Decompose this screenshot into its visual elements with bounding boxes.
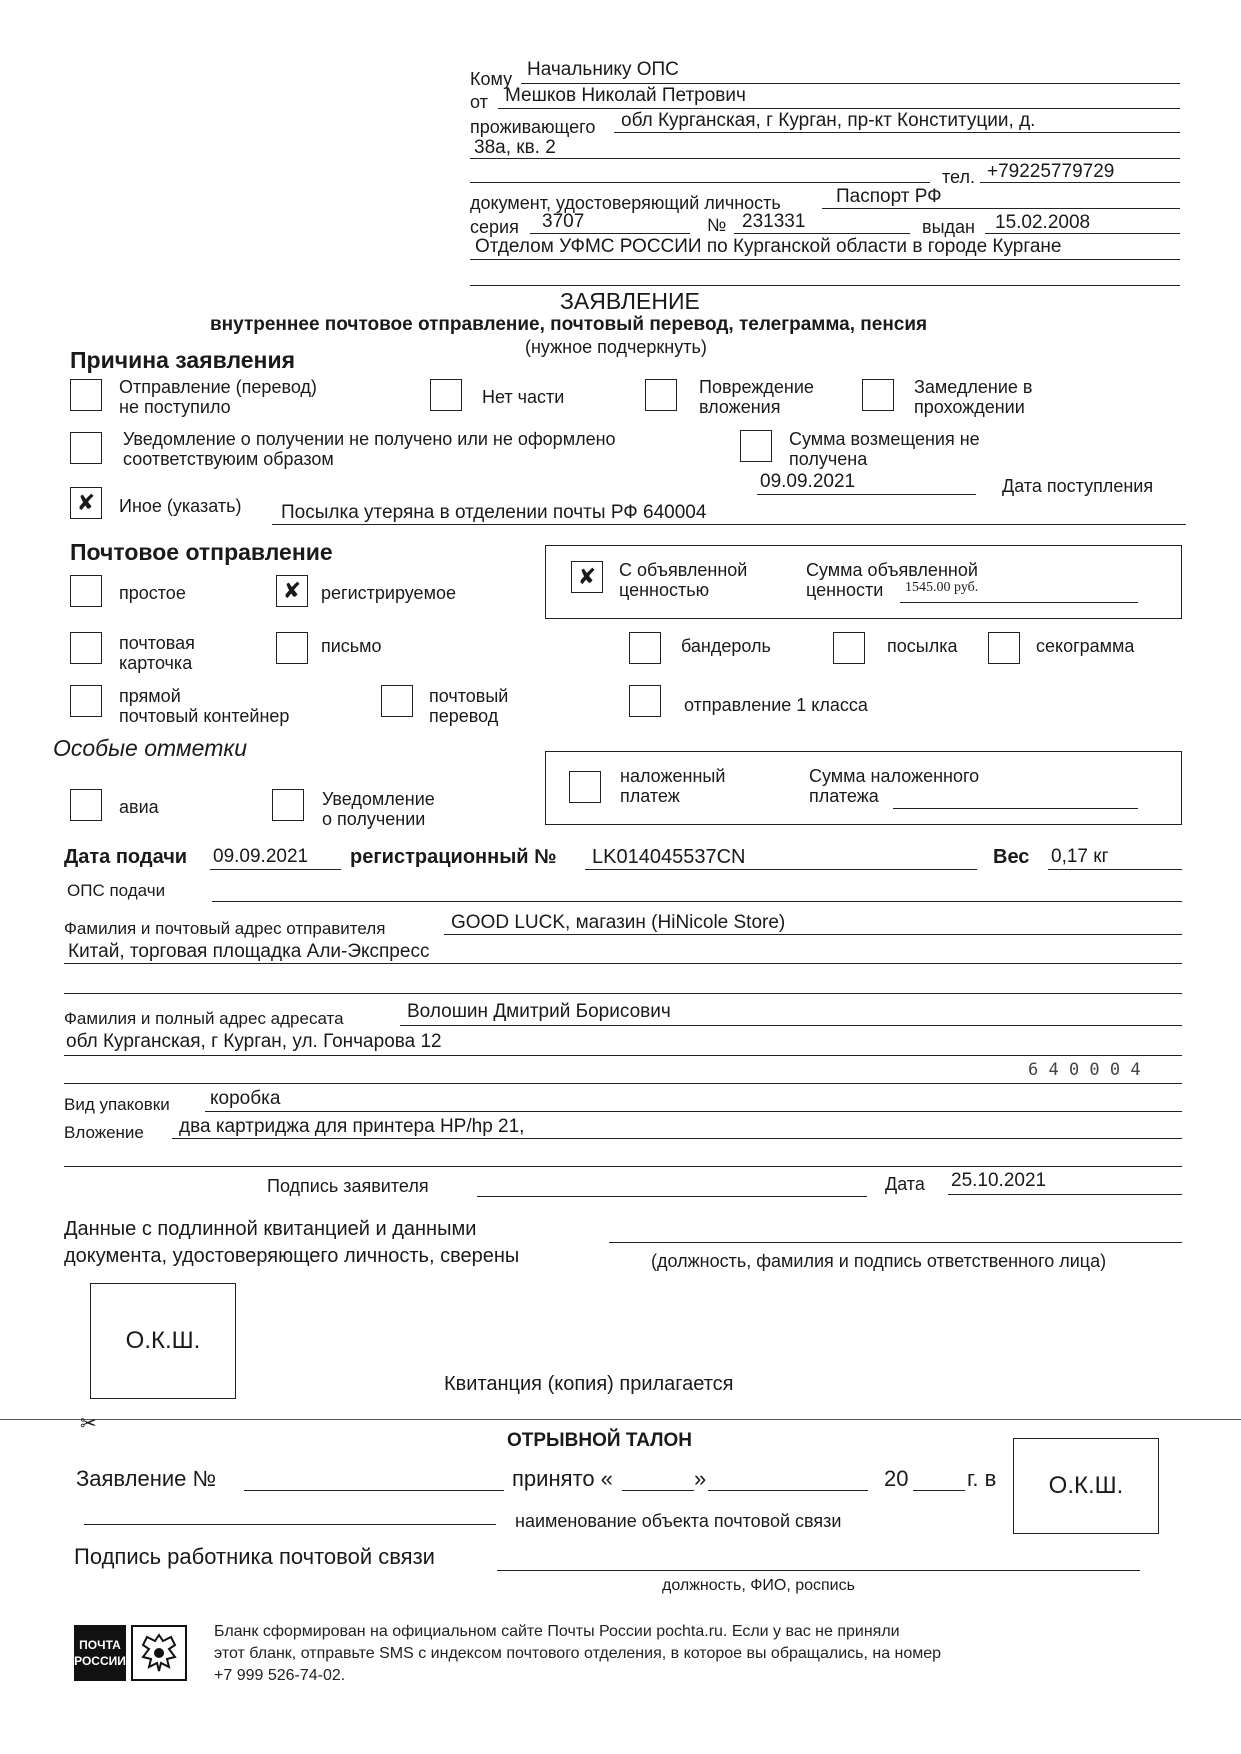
refund-label-2: получена [789,449,868,469]
delivery-notice-checkbox[interactable] [272,789,304,821]
stub-heading: ОТРЫВНОЙ ТАЛОН [507,1430,693,1451]
address-field-line2[interactable]: 38а, кв. 2 [474,137,556,158]
reg-number-field[interactable]: LK014045537CN [592,846,746,868]
special-heading: Особые отметки [53,735,248,761]
form-subtitle: внутреннее почтовое отправление, почтовый перевод, телеграмма, пенсия [210,314,928,335]
first-class-checkbox[interactable] [629,685,661,717]
ops-label: ОПС подачи [67,881,166,900]
registered-label: регистрируемое [321,583,456,603]
tear-line [0,1419,1241,1420]
responsible-signature-field[interactable] [609,1242,1182,1243]
damage-label-2: вложения [699,397,781,417]
sender-address-field[interactable]: Китай, торговая площадка Али-Экспресс [68,941,430,962]
number-label: № [707,215,727,235]
delay-label-2: прохождении [914,397,1025,417]
letter-checkbox[interactable] [276,632,308,664]
postcard-label-1: почтовая [119,633,195,653]
id-doc-field[interactable]: Паспорт РФ [836,186,942,207]
sender-label: Фамилия и почтовый адрес отправителя [64,919,386,938]
year-prefix: 20 [884,1466,909,1491]
postal-index[interactable]: 6 4 0 0 0 4 [1028,1060,1141,1080]
year-suffix: г. в [967,1466,997,1491]
declared-label-2: ценностью [619,580,710,600]
series-field[interactable]: 3707 [542,211,585,232]
delivery-notice-label-2: о получении [322,809,426,829]
direct-container-label-2: почтовый контейнер [119,706,290,726]
first-class-label: отправление 1 класса [684,695,868,715]
postcard-checkbox[interactable] [70,632,102,664]
declared-label-1: С объявленной [619,560,748,580]
signature-label: Подпись заявителя [267,1176,429,1196]
declared-sum-label-1: Сумма объявленной [806,560,978,580]
declared-sum-field[interactable]: 1545.00 руб. [905,580,979,595]
app-number-field[interactable] [244,1490,504,1491]
contents-field[interactable]: два картриджа для принтера HP/hp 21, [179,1116,525,1137]
cod-sum-label-1: Сумма наложенного [809,766,980,786]
small-parcel-label: бандероль [681,636,771,656]
postcard-label-2: карточка [119,653,193,673]
declared-checkbox[interactable]: ✘ [571,561,603,593]
address-field-line1[interactable]: обл Курганская, г Курган, пр-кт Конституции, д. [621,110,1036,131]
not-received-label-2: не поступило [119,397,231,417]
logo-line-1: ПОЧТА [79,1638,121,1652]
from-label: от [470,92,488,112]
parcel-label: посылка [887,636,958,656]
refund-checkbox[interactable] [740,430,772,462]
weight-label: Вес [993,846,1030,868]
letter-label: письмо [321,636,382,656]
form-hint: (нужное подчеркнуть) [525,337,707,357]
app-number-label: Заявление № [76,1466,217,1491]
to-label: Кому [470,69,513,89]
signature-field[interactable] [477,1196,867,1197]
year-field[interactable] [913,1490,965,1491]
residing-label: проживающего [470,117,596,137]
receipt-date-label: Дата поступления [1002,476,1154,496]
cod-checkbox[interactable] [569,771,601,803]
footer-note-1: Бланк сформирован на официальном сайте Почты России pochta.ru. Если у вас не приняли [214,1623,900,1640]
declared-sum-label-2: ценности [806,580,884,600]
sender-field[interactable]: GOOD LUCK, магазин (HiNicole Store) [451,912,786,933]
submit-date-label: Дата подачи [64,846,188,868]
missing-part-label: Нет части [482,387,565,407]
responsible-caption: (должность, фамилия и подпись ответственного лица) [651,1251,1107,1271]
weight-field[interactable]: 0,17 кг [1051,846,1109,867]
issued-by-field[interactable]: Отделом УФМС РОССИИ по Курганской области в городе Кургане [475,236,1062,257]
direct-container-checkbox[interactable] [70,685,102,717]
post-office-caption: наименование объекта почтовой связи [515,1511,842,1531]
recipient-label: Фамилия и полный адрес адресата [64,1009,344,1028]
cod-label-2: платеж [620,786,680,806]
missing-part-checkbox[interactable] [430,379,462,411]
air-checkbox[interactable] [70,789,102,821]
worker-caption: должность, ФИО, роспись [662,1577,855,1594]
from-field[interactable]: Мешков Николай Петрович [505,85,746,106]
registered-checkbox[interactable]: ✘ [276,575,308,607]
post-office-field[interactable] [84,1524,496,1525]
delivery-notice-label-1: Уведомление [322,789,435,809]
form-title: ЗАЯВЛЕНИЕ [560,288,700,314]
pochta-logo [74,1625,126,1681]
direct-container-label-1: прямой [119,686,181,706]
refund-label-1: Сумма возмещения не [789,429,980,449]
notice-label-2: соответствуюим образом [123,449,334,469]
id-doc-label: документ, удостоверяющий личность [470,193,781,213]
eagle-emblem-icon [131,1625,187,1681]
not-received-checkbox[interactable] [70,379,102,411]
secogram-checkbox[interactable] [988,632,1020,664]
packaging-label: Вид упаковки [64,1095,170,1114]
receipt-note: Квитанция (копия) прилагается [444,1373,734,1395]
recipient-address-field[interactable]: обл Курганская, г Курган, ул. Гончарова 12 [66,1031,442,1052]
logo-line-2: РОССИИ [74,1654,126,1668]
accepted-quote-close: » [694,1466,707,1491]
verification-line-2: документа, удостоверяющего личность, сверены [64,1245,520,1267]
contents-label: Вложение [64,1123,144,1142]
other-field[interactable]: Посылка утеряна в отделении почты РФ 640004 [281,502,707,523]
secogram-label: секограмма [1036,636,1135,656]
reg-number-label: регистрационный № [350,846,557,868]
date-field[interactable]: 25.10.2021 [951,1170,1047,1191]
notice-label-1: Уведомление о получении не получено или не оформлено [123,429,616,449]
phone-field[interactable]: +79225779729 [987,161,1115,182]
small-parcel-checkbox[interactable] [629,632,661,664]
simple-checkbox[interactable] [70,575,102,607]
money-transfer-label-2: перевод [429,706,499,726]
scissors-icon: ✂ [80,1413,97,1435]
receipt-date-field[interactable]: 09.09.2021 [760,471,856,492]
other-label: Иное (указать) [119,496,242,516]
packaging-field[interactable]: коробка [210,1088,281,1109]
verification-line-1: Данные с подлинной квитанцией и данными [64,1218,477,1240]
date-label: Дата [885,1174,925,1194]
reason-heading: Причина заявления [70,347,296,373]
submit-date-field[interactable]: 09.09.2021 [213,846,309,867]
money-transfer-checkbox[interactable] [381,685,413,717]
footer-note-2: этот бланк, отправьте SMS с индексом почтового отделения, в которое вы обращались, на номер [214,1645,942,1662]
simple-label: простое [119,583,186,603]
damage-label-1: Повреждение [699,377,814,397]
recipient-field[interactable]: Волошин Дмитрий Борисович [407,1001,671,1022]
accepted-label: принято « [512,1466,613,1491]
accepted-day-field[interactable] [622,1490,694,1491]
air-label: авиа [119,797,159,817]
delay-checkbox[interactable] [862,379,894,411]
stamp-box: О.К.Ш. [90,1283,236,1399]
worker-sign-field[interactable] [497,1570,1140,1571]
money-transfer-label-1: почтовый [429,686,509,706]
issued-date-field[interactable]: 15.02.2008 [995,212,1091,233]
accepted-month-field[interactable] [708,1490,868,1491]
number-field[interactable]: 231331 [742,211,806,232]
stub-stamp-box: О.К.Ш. [1013,1438,1159,1534]
footer-note-3: +7 999 526-74-02. [214,1667,346,1684]
notice-checkbox[interactable] [70,432,102,464]
shipment-heading: Почтовое отправление [70,539,333,565]
ops-field[interactable] [212,901,1182,902]
damage-checkbox[interactable] [645,379,677,411]
delay-label-1: Замедление в [914,377,1033,397]
parcel-checkbox[interactable] [833,632,865,664]
other-checkbox[interactable]: ✘ [70,487,102,519]
not-received-label-1: Отправление (перевод) [119,377,317,397]
phone-label: тел. [942,167,975,187]
worker-sign-label: Подпись работника почтовой связи [74,1544,435,1569]
issued-label: выдан [922,217,975,237]
cod-sum-label-2: платежа [809,786,879,806]
to-field[interactable]: Начальнику ОПС [527,59,679,80]
series-label: серия [470,217,519,237]
cod-label-1: наложенный [620,766,726,786]
